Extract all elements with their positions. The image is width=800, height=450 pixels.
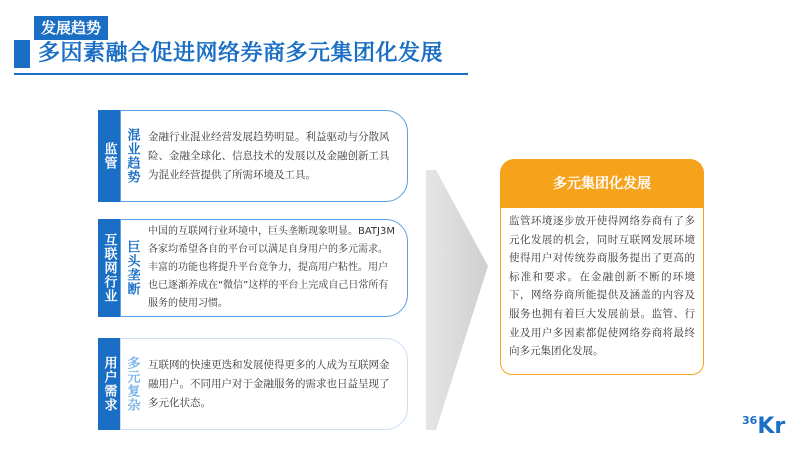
factor-text: 中国的互联网行业环境中，巨头垄断现象明显。BATJ3M各家均希望各自的平台可以满足自身用户的多元需求。丰富的功能也将提升平台竞争力，提高用户粘性。用户也已逐渐养成在“微信”这样的平台上完成自己日常所有服务的使用习惯。 xyxy=(148,226,395,309)
logo-number: 36 xyxy=(742,414,758,427)
logo-text: Kr xyxy=(757,414,786,439)
title-accent-bar xyxy=(14,40,30,68)
factor-text: 互联网的快速更迭和发展使得更多的人成为互联网金融用户。不同用户对于金融服务的需求也日益呈现了多元化状态。 xyxy=(148,358,390,409)
title-underline xyxy=(14,73,468,75)
page-title: 多因素融合促进网络券商多元集团化发展 xyxy=(38,41,444,66)
factor-subtitle: 巨头垄断 xyxy=(124,240,140,296)
factor-subtitle: 混业趋势 xyxy=(124,128,140,184)
factor-label: 监管 xyxy=(98,110,120,202)
factor-internet-industry xyxy=(98,219,408,317)
section-tag: 发展趋势 xyxy=(34,16,108,40)
factor-regulation xyxy=(98,110,408,202)
result-text: 监管环境逐步放开使得网络券商有了多元化发展的机会，同时互联网发展环境使得用户对传统券商服务提出了更高的标准和要求。在金融创新不断的环境下，网络券商所能提供及涵盖的内容及服务也拥有着巨大发展前景。监管、行业及用户多因素都促使网络券商将最终向多元集团化发展。 xyxy=(500,207,704,375)
factor-label: 互联网行业 xyxy=(98,219,120,317)
result-title: 多元集团化发展 xyxy=(500,159,704,207)
right-arrow-icon xyxy=(426,170,488,430)
brand-logo xyxy=(742,414,785,439)
factor-user-demand xyxy=(98,338,408,430)
factor-label: 用户需求 xyxy=(98,338,120,430)
factor-subtitle: 多元复杂 xyxy=(124,356,140,412)
factor-text: 金融行业混业经营发展趋势明显。利益驱动与分散风险、金融全球化、信息技术的发展以及金融创新工具为混业经营提供了所需环境及工具。 xyxy=(148,130,390,181)
